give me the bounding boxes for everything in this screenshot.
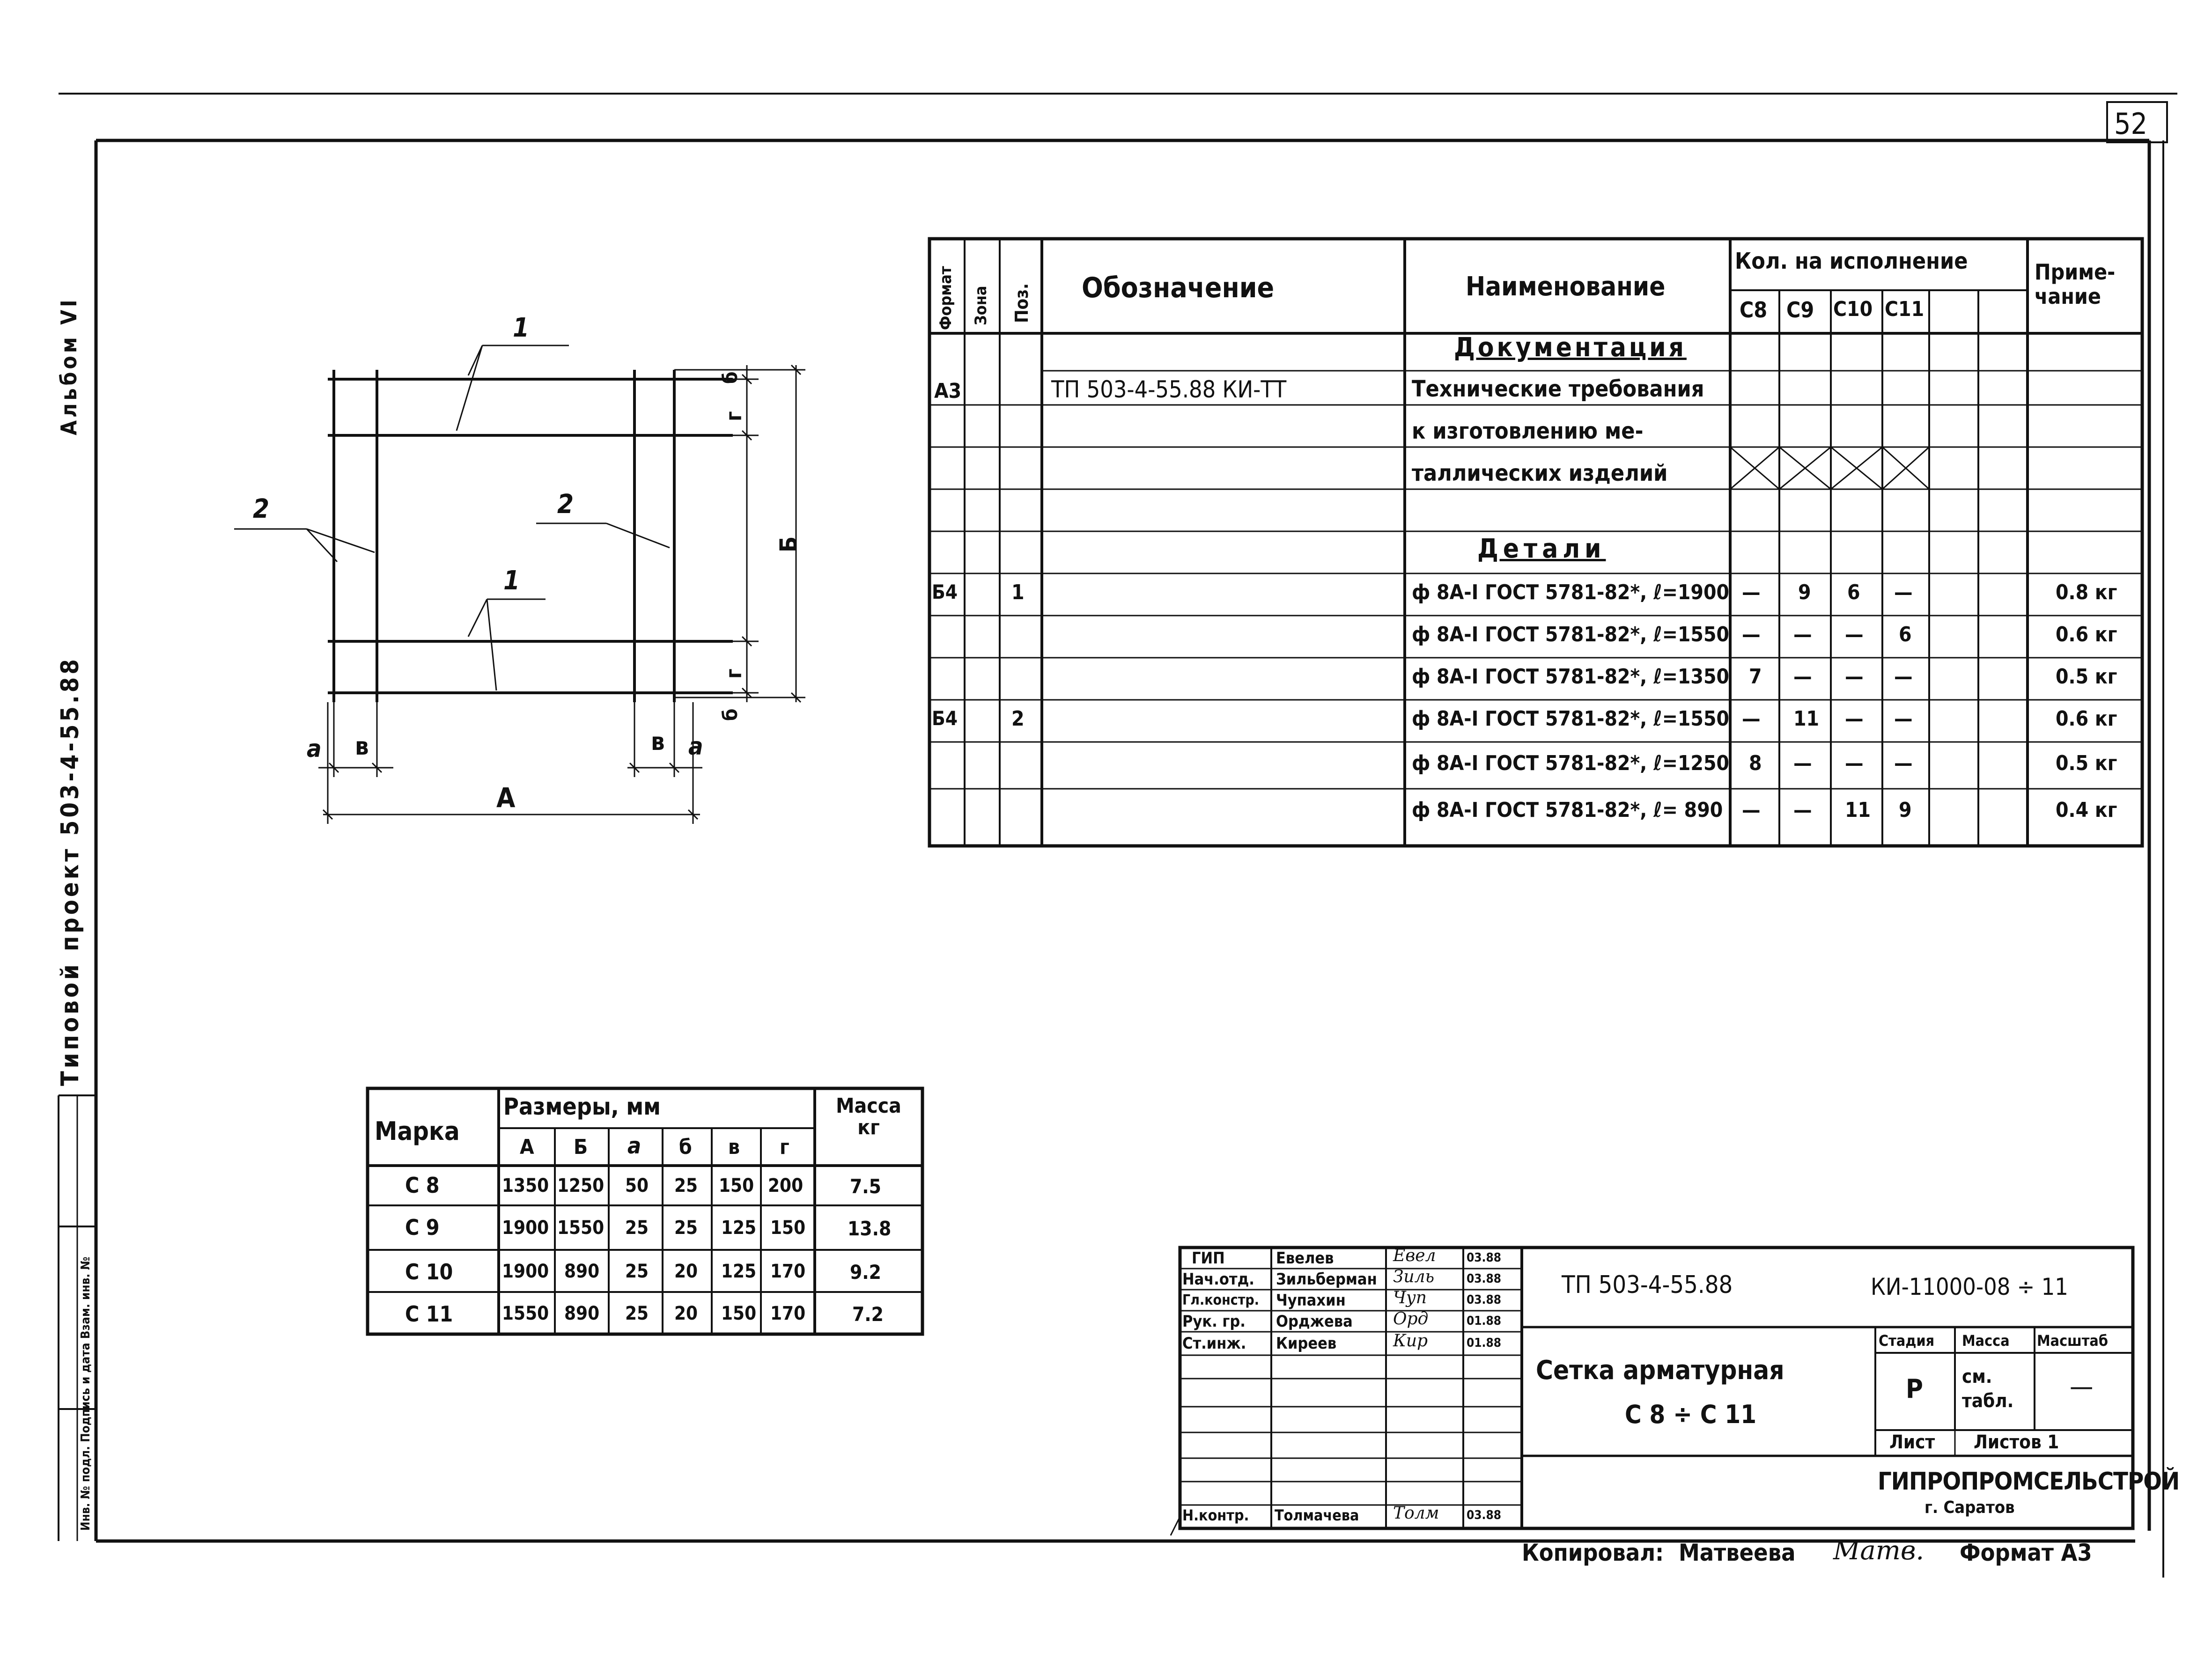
person-date: 01.88 — [1467, 1336, 1501, 1350]
row-pos: 1 — [1011, 580, 1025, 604]
qty-col-c11: С11 — [1885, 297, 1924, 321]
dims-value-B: 1550 — [557, 1217, 605, 1239]
row-note: 0.6 кг — [2056, 707, 2117, 731]
dim-a-label-right: а — [688, 733, 703, 761]
doc-format: А3 — [934, 379, 962, 403]
row-qty-c8: 8 — [1749, 751, 1762, 775]
row-name: ф 8А-I ГОСТ 5781-82*, ℓ=1350 — [1412, 665, 1730, 689]
section-details: Детали — [1477, 534, 1606, 564]
spec-header-name: Наименование — [1466, 272, 1666, 302]
dims-value-a: 25 — [625, 1217, 649, 1239]
person-date: 03.88 — [1467, 1251, 1501, 1265]
dims-mass: 9.2 — [850, 1261, 881, 1284]
qty-col-c9: С9 — [1786, 297, 1814, 323]
dims-value-A: 1900 — [502, 1217, 549, 1239]
row-note: 0.4 кг — [2056, 798, 2117, 822]
dims-col-A: А — [520, 1135, 534, 1159]
row-qty-c11: 9 — [1899, 798, 1912, 822]
dims-value-b: 25 — [674, 1175, 698, 1197]
person-signature: Чуп — [1393, 1288, 1427, 1307]
dims-mark: С 10 — [405, 1259, 453, 1285]
mesh-label-pos2-right: 2 — [557, 489, 574, 520]
spec-header-qty: Кол. на исполнение — [1735, 248, 1968, 274]
dims-value-B: 890 — [564, 1261, 600, 1282]
dims-value-B: 890 — [564, 1303, 600, 1324]
stage-value: Р — [1906, 1374, 1923, 1404]
copied-by-name: Матвеева — [1679, 1539, 1796, 1566]
person-name: Зильберман — [1276, 1270, 1377, 1289]
dims-value-A: 1550 — [502, 1303, 549, 1324]
dim-v-label-right: в — [651, 728, 665, 756]
dims-value-g: 200 — [768, 1175, 804, 1197]
dims-value-b: 25 — [674, 1217, 698, 1239]
row-qty-c10: 6 — [1847, 580, 1860, 604]
row-name: ф 8А-I ГОСТ 5781-82*, ℓ=1550 — [1412, 623, 1730, 646]
dims-mass: 7.2 — [852, 1303, 884, 1326]
dims-mark: С 11 — [405, 1301, 453, 1327]
stage-label: Стадия — [1879, 1332, 1935, 1350]
row-qty-c8: — — [1742, 798, 1761, 822]
row-qty-c11: — — [1894, 580, 1913, 604]
scale-value: — — [2070, 1372, 2094, 1402]
dim-g-label-top: г — [721, 411, 746, 421]
dims-col-g: г — [780, 1135, 789, 1159]
row-name: ф 8А-I ГОСТ 5781-82*, ℓ= 890 — [1412, 798, 1723, 822]
dims-value-g: 170 — [770, 1261, 806, 1282]
person-signature: Орд — [1393, 1309, 1429, 1329]
dims-value-g: 150 — [770, 1217, 806, 1239]
dim-g-label-bottom: г — [721, 668, 746, 679]
dims-header-sizes: Размеры, мм — [503, 1093, 661, 1120]
dims-value-v: 125 — [721, 1217, 757, 1239]
scale-label: Масштаб — [2037, 1332, 2108, 1350]
row-qty-c8: — — [1742, 580, 1761, 604]
mass-value: см. табл. — [1962, 1366, 2014, 1412]
dims-mark: С 9 — [405, 1215, 440, 1240]
person-role: ГИП — [1192, 1249, 1225, 1268]
row-qty-c11: — — [1894, 751, 1913, 775]
dim-B-label: Б — [775, 536, 802, 552]
person-date: 03.88 — [1467, 1272, 1501, 1286]
format-label: Формат А3 — [1960, 1539, 2092, 1566]
doc-name-line3: таллических изделий — [1412, 460, 1668, 486]
row-name: ф 8А-I ГОСТ 5781-82*, ℓ=1550 — [1412, 707, 1730, 731]
dims-col-a: а — [627, 1133, 641, 1159]
row-qty-c11: — — [1894, 665, 1913, 689]
mesh-label-pos1-top: 1 — [513, 313, 530, 343]
mesh-label-pos1-bottom: 1 — [503, 565, 520, 596]
person-signature: Кир — [1393, 1331, 1428, 1351]
sheet-label: Лист — [1889, 1431, 1935, 1453]
row-pos: 2 — [1011, 707, 1025, 731]
org-city: г. Саратов — [1924, 1498, 2015, 1517]
row-note: 0.5 кг — [2056, 751, 2117, 775]
row-qty-c10: — — [1845, 707, 1864, 731]
row-qty-c11: — — [1894, 707, 1913, 731]
strip-project-label: Типовой проект 503-4-55.88 — [56, 656, 84, 1086]
page-number: 52 — [2114, 107, 2147, 141]
person-date: 03.88 — [1467, 1508, 1501, 1522]
dims-col-v: в — [728, 1135, 740, 1159]
spec-header-designation: Обозначение — [1082, 272, 1275, 304]
section-docs: Документация — [1454, 332, 1687, 363]
row-qty-c8: — — [1742, 623, 1761, 646]
doc-name-line2: к изготовлению ме- — [1412, 418, 1644, 444]
row-note: 0.8 кг — [2056, 580, 2117, 604]
row-qty-c9: 9 — [1798, 580, 1811, 604]
row-qty-c10: — — [1845, 751, 1864, 775]
doc-code: КИ-11000-08 ÷ 11 — [1871, 1273, 2068, 1300]
title-line1: Сетка арматурная — [1536, 1355, 1784, 1386]
dims-mass: 13.8 — [848, 1217, 892, 1240]
row-qty-c9: 11 — [1793, 707, 1820, 731]
dims-mass: 7.5 — [850, 1175, 881, 1198]
person-name: Орджева — [1276, 1312, 1353, 1331]
org-name: ГИПРОПРОМСЕЛЬСТРОЙ — [1878, 1468, 2180, 1496]
row-name: ф 8А-I ГОСТ 5781-82*, ℓ=1900 — [1412, 580, 1730, 604]
dims-value-a: 25 — [625, 1303, 649, 1324]
spec-header-note: Приме-чание — [2035, 259, 2116, 309]
row-qty-c8: — — [1742, 707, 1761, 731]
sheets-label: Листов 1 — [1974, 1431, 2059, 1453]
project-code: ТП 503-4-55.88 — [1562, 1271, 1733, 1299]
mesh-label-pos2-left: 2 — [253, 494, 270, 524]
dims-value-v: 150 — [719, 1175, 754, 1197]
title-line2: С 8 ÷ С 11 — [1625, 1400, 1757, 1429]
row-name: ф 8А-I ГОСТ 5781-82*, ℓ=1250 — [1412, 751, 1730, 775]
dims-header-mass: Масса кг — [836, 1094, 901, 1139]
row-qty-c10: 11 — [1845, 798, 1871, 822]
dims-value-b: 20 — [674, 1261, 698, 1282]
dims-value-a: 25 — [625, 1261, 649, 1282]
row-qty-c9: — — [1793, 623, 1812, 646]
person-role: Ст.инж. — [1182, 1334, 1246, 1353]
person-date: 03.88 — [1467, 1293, 1501, 1307]
doc-designation: ТП 503-4-55.88 КИ-ТТ — [1051, 376, 1287, 403]
dim-a-label-left: а — [307, 735, 322, 763]
person-role: Рук. гр. — [1182, 1312, 1246, 1331]
strip-album-label: Альбом VI — [56, 297, 81, 435]
dims-value-v: 150 — [721, 1303, 757, 1324]
dim-A-label: А — [496, 782, 516, 814]
row-qty-c8: 7 — [1749, 665, 1762, 689]
qty-col-c10: С10 — [1833, 297, 1873, 321]
row-qty-c9: — — [1793, 665, 1812, 689]
dims-value-A: 1350 — [502, 1175, 549, 1197]
dims-header-mark: Марка — [375, 1116, 460, 1146]
row-qty-c11: 6 — [1899, 623, 1912, 646]
dim-b-small-label-bottom: б — [719, 708, 742, 721]
row-format: Б4 — [932, 707, 958, 730]
person-name: Чупахин — [1276, 1291, 1346, 1310]
row-format: Б4 — [932, 580, 958, 603]
dim-v-label-left: в — [355, 733, 369, 761]
person-role: Нач.отд. — [1182, 1270, 1254, 1289]
row-note: 0.6 кг — [2056, 623, 2117, 646]
dims-value-v: 125 — [721, 1261, 757, 1282]
dims-value-a: 50 — [625, 1175, 649, 1197]
copied-by-label: Копировал: — [1522, 1539, 1664, 1566]
dims-col-b: б — [679, 1135, 692, 1159]
person-name: Евелев — [1276, 1249, 1334, 1268]
person-signature: Евел — [1393, 1246, 1436, 1265]
row-qty-c10: — — [1845, 665, 1864, 689]
strip-signature-label: Инв. № подл. Подпись и дата Взам. инв. № — [79, 1256, 93, 1531]
dims-mark: С 8 — [405, 1173, 440, 1198]
spec-header-pos: Поз. — [1011, 283, 1032, 323]
person-name: Киреев — [1276, 1334, 1337, 1353]
person-signature: Толм — [1393, 1504, 1439, 1523]
row-qty-c9: — — [1793, 751, 1812, 775]
dims-value-b: 20 — [674, 1303, 698, 1324]
dims-value-g: 170 — [770, 1303, 806, 1324]
spec-header-format: Формат — [936, 266, 955, 330]
mass-label: Масса — [1962, 1332, 2010, 1350]
qty-col-c8: С8 — [1740, 297, 1768, 323]
person-name: Толмачева — [1275, 1506, 1359, 1524]
row-qty-c9: — — [1793, 798, 1812, 822]
spec-header-zone: Зона — [972, 286, 990, 325]
row-note: 0.5 кг — [2056, 665, 2117, 689]
doc-name-line1: Технические требования — [1412, 376, 1704, 402]
person-role: Гл.констр. — [1182, 1292, 1259, 1308]
person-role: Н.контр. — [1182, 1506, 1249, 1524]
person-signature: Зиль — [1393, 1267, 1435, 1286]
row-qty-c10: — — [1845, 623, 1864, 646]
dims-value-A: 1900 — [502, 1261, 549, 1282]
person-date: 01.88 — [1467, 1314, 1501, 1328]
dims-col-B: Б — [574, 1135, 588, 1159]
dims-value-B: 1250 — [557, 1175, 605, 1197]
copied-by-signature: Матв. — [1833, 1535, 1924, 1566]
dim-b-small-label-top: б — [719, 371, 742, 384]
